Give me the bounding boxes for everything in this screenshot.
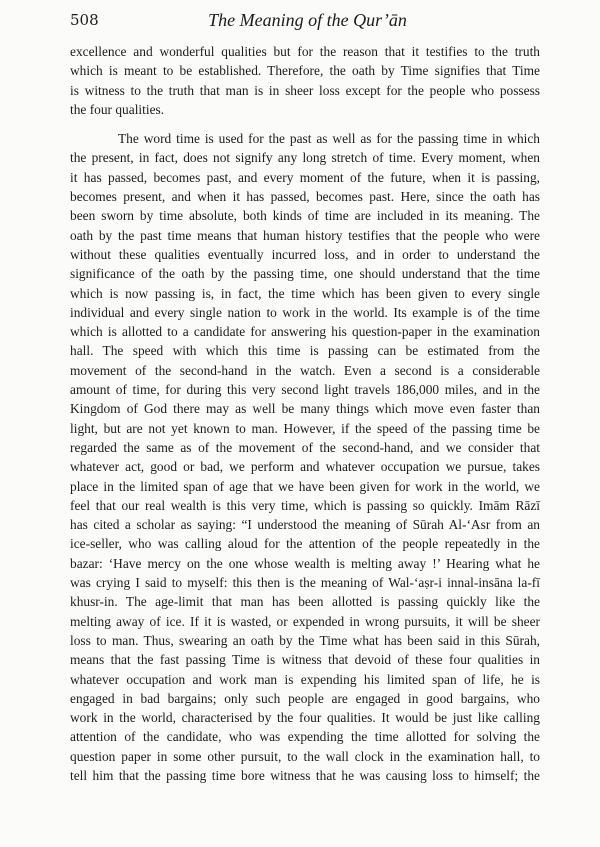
text-line: it has passed, becomes past, and every moment of the future, when it is passing,	[70, 169, 540, 185]
text-line: bazar: ‘Have mercy on the one whose wealth is melting away !’ Hearing what he	[70, 555, 540, 571]
text-line: significance of the oath by the passing time, one should understand that the time	[70, 266, 540, 282]
text-line: Kingdom of God there may as well be many things which move even faster than	[70, 401, 540, 417]
text-line: excellence and wonderful qualities but for the reason that it testifies to the truth	[70, 44, 540, 59]
text-line: the four qualities.	[70, 101, 165, 117]
text-line: place in the limited span of age that we have been given for work in the world, we	[70, 478, 540, 494]
text-line: hall. The speed with which this time is passing can be estimated from the	[70, 343, 540, 359]
text-line: feel that our real wealth is this very time, which is passing so quickly. Imām Rāzī	[70, 497, 540, 513]
text-line: attention of the candidate, who was expending the time allotted for solving the	[70, 729, 540, 745]
text-line: whatever act, good or bad, we perform and whatever occupation we pursue, takes	[70, 459, 540, 475]
text-line: was crying I said to myself: this then is the meaning of Wal-‘aṣr-i innal-insāna la-fī	[70, 575, 540, 591]
paragraph	[70, 129, 540, 785]
text-line: which is allotted to a candidate for answering his question-paper in the examination	[70, 324, 540, 340]
page-header	[70, 10, 545, 34]
paragraph-gap	[70, 119, 540, 129]
text-line: movement of the second-hand in the watch. Even a second is a considerable	[70, 362, 540, 378]
text-line: light, but are not yet known to man. However, if the speed of the passing time be	[70, 420, 540, 436]
running-head: The Meaning of the Qur’ān	[208, 10, 407, 30]
text-line: work in the world, characterised by the four qualities. It would be just like calling	[70, 710, 540, 726]
text-line: question paper in some other pursuit, to the wall clock in the examination hall, to	[70, 748, 540, 764]
text-line: individual and every single nation to work in the world. Its example is of the time	[70, 304, 540, 320]
text-line: has cited a scholar as saying: “I understood the meaning of Sūrah Al-‘Asr from an	[70, 517, 540, 533]
text-line: ice-seller, who was calling aloud for the attention of the people repeatedly in the	[70, 536, 540, 552]
text-line: loss to man. Thus, swearing an oath by the Time what has been said in this Sūrah,	[70, 632, 540, 648]
text-line: oath by the past time means that human history testifies that the people who were	[70, 227, 540, 243]
page-number: 508	[70, 11, 99, 29]
text-line: means that the fast passing Time is witness that devoid of these four qualities in	[70, 652, 540, 668]
body-text	[70, 42, 540, 785]
text-line: The word time is used for the past as well as for the passing time in which	[118, 131, 540, 147]
text-line: becomes present, and when it has passed, becomes past. Here, since the oath has	[70, 189, 540, 205]
text-line: khusr-in. The age-limit that man has been allotted is passing quickly like the	[70, 594, 540, 610]
text-line: is witness to the truth that man is in sheer loss except for the people who possess	[70, 82, 540, 98]
text-line: which is meant to be established. Therefore, the oath by Time signifies that Time	[70, 63, 540, 79]
text-line: engaged in bad bargains; only such people are engaged in good bargains, who	[70, 690, 540, 706]
text-line: amount of time, for during this very second light travels 186,000 miles, and in the	[70, 382, 540, 398]
paragraph	[70, 42, 540, 119]
text-line: the present, in fact, does not signify any long stretch of time. Every moment, when	[70, 150, 540, 166]
text-line: been sworn by time absolute, both kinds of time are included in its meaning. The	[70, 208, 540, 224]
text-line: which is now passing is, in fact, the time which has been given to every single	[70, 285, 540, 301]
text-line: melting away of ice. If it is wasted, or expended in wrong pursuits, it will be sheer	[70, 613, 540, 629]
text-line: without these qualities eventually incurred loss, and in order to understand the	[70, 246, 540, 262]
text-line: whatever occupation and work man is expending his limited span of life, he is	[70, 671, 540, 687]
text-line: regarded the same as of the movement of the second-hand, and we consider that	[70, 439, 540, 455]
text-line: tell him that the passing time bore witness that he was causing loss to himself; the	[70, 767, 540, 783]
